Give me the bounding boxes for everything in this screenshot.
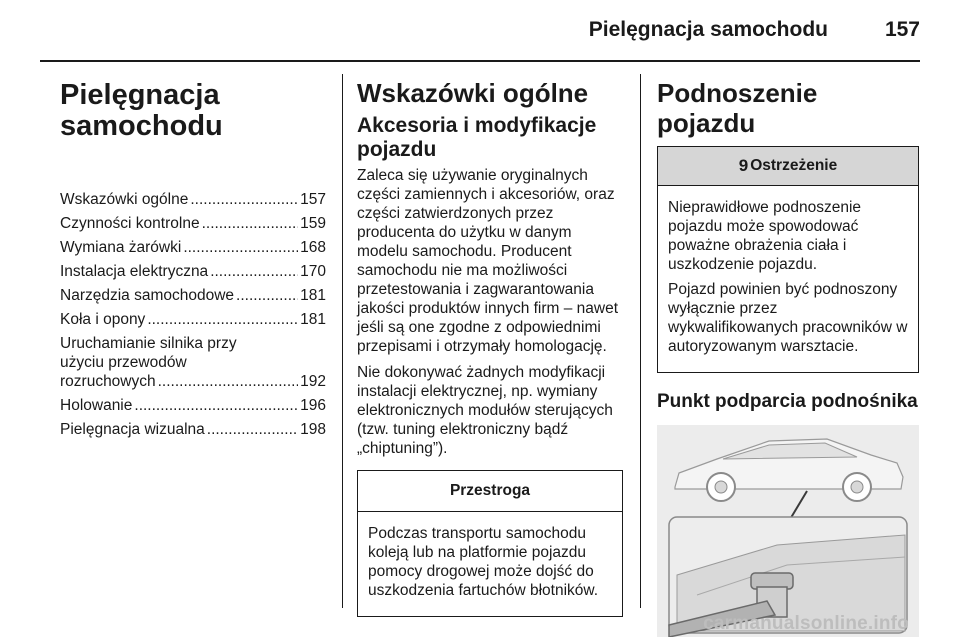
toc-item-appearance[interactable]: [60, 420, 326, 439]
toc-item-jump-start[interactable]: [60, 334, 326, 391]
chapter-title-line1: Pielęgnacja: [60, 79, 220, 111]
toc-label: Pielęgnacja wizualna: [60, 421, 205, 438]
page-header: [0, 0, 960, 52]
toc-leader: [158, 372, 299, 391]
warning-icon: 9: [738, 156, 749, 175]
body-paragraph: Nie dokonywać żadnych modyfikacji instalacji elektrycznej, np. wymiany elektronicznych modułów sterujących (tzw. tuning elektroniczny bądź „chiptuning”).: [357, 364, 613, 457]
chapter-title-line2: samochodu: [60, 110, 223, 142]
toc-label: Holowanie: [60, 397, 133, 414]
toc-leader: [210, 262, 298, 281]
toc-page: 181: [300, 311, 326, 328]
lifting-column: [657, 74, 919, 637]
toc-leader: [202, 214, 299, 233]
warning-box: [657, 146, 919, 373]
toc-page: 159: [300, 215, 326, 232]
toc-label: rozruchowych: [60, 373, 156, 390]
toc-leader: [183, 238, 298, 257]
subsection-heading: Akcesoria i modyfikacje pojazdu: [357, 114, 597, 161]
toc-label: Narzędzia samochodowe: [60, 287, 235, 304]
running-header-title: Pielęgnacja samochodu: [588, 18, 828, 41]
header-rule: [40, 60, 920, 62]
body-paragraph: Zaleca się używanie oryginalnych części zamiennych i akcesoriów, oraz części zatwierdzonych przez producenta do użytku w danym modelu samochodu. Producent samochodu nie ma możliwości przetestowania i zagwarantowania jakości produktów innych firm – nawet jeśli są one zgodne z odpowiednimi przepisami i otrzymały homologację.: [357, 167, 619, 355]
warning-text: Nieprawidłowe podnoszenie pojazdu może spowodować poważne obrażenia ciała i uszkodzenie pojazdu.: [668, 199, 862, 273]
toc-label-line: Uruchamianie silnika przy: [60, 335, 237, 352]
caution-text: Podczas transportu samochodu koleją lub na platformie pojazdu pomocy drogowej może dojść do uszkodzenia fartuchów błotników.: [368, 525, 599, 599]
warning-title: Ostrzeżenie: [750, 157, 838, 174]
chapter-column: [60, 74, 326, 444]
toc-item-towing[interactable]: [60, 396, 326, 415]
general-column: [357, 74, 623, 617]
toc-item-general[interactable]: [60, 190, 326, 209]
column-divider: [342, 74, 343, 608]
column-divider: [640, 74, 641, 608]
toc-page: 170: [300, 263, 326, 280]
toc-page: 196: [300, 397, 326, 414]
car-lift-illustration-svg: [657, 425, 919, 637]
caution-box: [357, 470, 623, 617]
toc-label: Czynności kontrolne: [60, 215, 200, 232]
toc-page: 168: [300, 239, 326, 256]
section-heading: Wskazówki ogólne: [357, 78, 589, 108]
toc-leader: [190, 190, 298, 209]
toc-page: 181: [300, 287, 326, 304]
car-lift-point-illustration: [657, 425, 919, 637]
toc-page: 157: [300, 191, 326, 208]
toc-label: Koła i opony: [60, 311, 146, 328]
toc-leader: [134, 396, 298, 415]
toc-label: Wskazówki ogólne: [60, 191, 189, 208]
table-of-contents: [60, 190, 326, 439]
toc-page: 192: [300, 373, 326, 390]
toc-item-tools[interactable]: [60, 286, 326, 305]
subsection-heading: Punkt podparcia podnośnika: [657, 391, 918, 412]
toc-page: 198: [300, 421, 326, 438]
toc-item-checks[interactable]: [60, 214, 326, 233]
warning-text: Pojazd powinien być podnoszony wyłącznie przez wykwalifikowanych pracowników w autoryzowanym warsztacie.: [668, 281, 908, 355]
watermark: carmanualsonline.info: [703, 613, 909, 634]
toc-label: Instalacja elektryczna: [60, 263, 209, 280]
toc-leader: [207, 420, 298, 439]
caution-title: Przestroga: [358, 471, 622, 512]
section-heading: Podnoszenie pojazdu: [657, 78, 818, 138]
toc-item-wheels[interactable]: [60, 310, 326, 329]
toc-leader: [236, 286, 298, 305]
toc-item-bulbs[interactable]: [60, 238, 326, 257]
chapter-title: [60, 80, 326, 142]
toc-item-electrical[interactable]: [60, 262, 326, 281]
toc-label-line: użyciu przewodów: [60, 354, 187, 371]
toc-label: Wymiana żarówki: [60, 239, 182, 256]
warning-header: [658, 147, 918, 186]
toc-leader: [147, 310, 298, 329]
page-number: 157: [884, 18, 920, 41]
